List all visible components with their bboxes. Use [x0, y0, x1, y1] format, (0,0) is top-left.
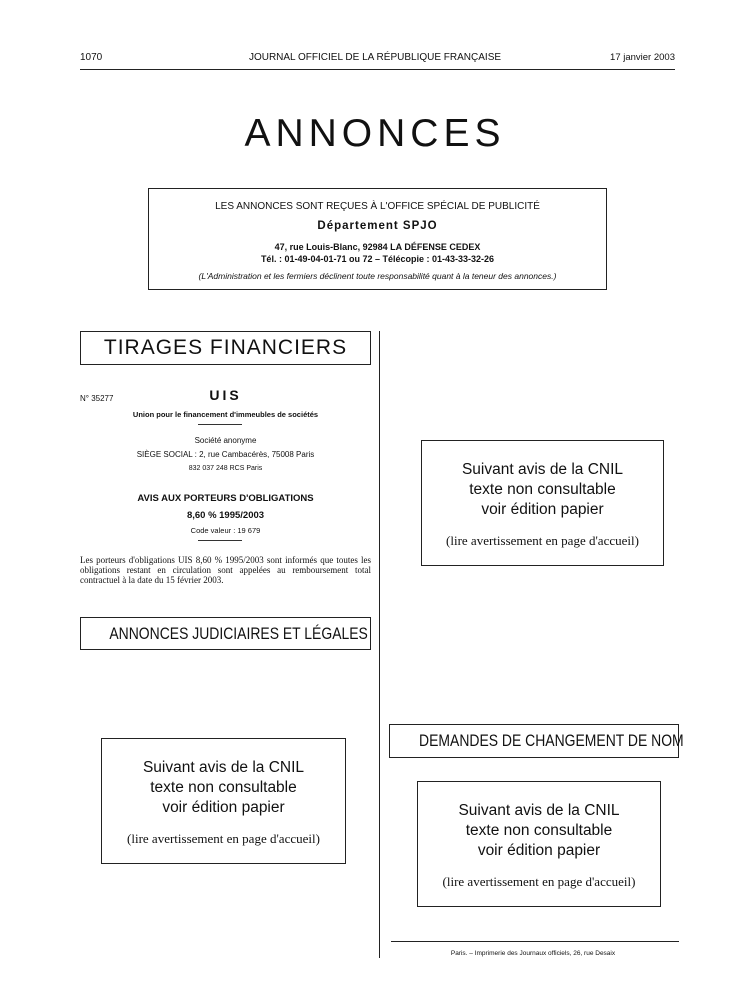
notice-department: Département SPJO [317, 220, 438, 232]
publicity-notice-box [148, 188, 607, 290]
cnil-note: (lire avertissement en page d'accueil) [127, 831, 320, 846]
notice-phone: Tél. : 01-49-04-01-71 ou 72 – Télécopie : 01-43-33-32-26 [260, 254, 495, 264]
header-rule [80, 69, 675, 70]
cnil-note: (lire avertissement en page d'accueil) [446, 533, 639, 548]
cnil-line: texte non consultable [150, 779, 297, 796]
notice-disclaimer: (L'Administration et les fermiers déclinent toute responsabilité quant à la teneur des annonces.) [198, 271, 557, 281]
cnil-notice-box [421, 440, 664, 566]
cnil-line: Suivant avis de la CNIL [142, 759, 305, 776]
announcement-number: N° 35277 [80, 394, 114, 403]
bond-rate: 8,60 % 1995/2003 [186, 510, 265, 521]
column-separator [379, 331, 380, 958]
printer-footer: Paris. – Imprimerie des Journaux officiels, 26, rue Desaix [450, 950, 616, 957]
section-tirages-financiers: TIRAGES FINANCIERS [80, 331, 371, 365]
company-rcs: 832 037 248 RCS Paris [188, 465, 263, 472]
cnil-line: voir édition papier [477, 842, 601, 859]
section-demandes-changement-nom [389, 724, 684, 758]
company-seat: SIÈGE SOCIAL : 2, rue Cambacérès, 75008 Paris [136, 450, 315, 459]
notice-intro: LES ANNONCES SONT REÇUES À L'OFFICE SPÉCIAL DE PUBLICITÉ [215, 201, 540, 212]
security-code: Code valeur : 19 679 [190, 526, 261, 535]
company-full-name: Union pour le financement d'immeubles de sociétés [132, 410, 319, 419]
notice-address: 47, rue Louis-Blanc, 92984 LA DÉFENSE CEDEX [274, 242, 481, 252]
company-form: Société anonyme [194, 436, 257, 445]
page-number: 1070 [80, 52, 103, 63]
journal-title: JOURNAL OFFICIEL DE LA RÉPUBLIQUE FRANÇAISE [248, 52, 502, 63]
divider [198, 424, 242, 425]
section-label: DEMANDES DE CHANGEMENT DE NOM [419, 731, 684, 750]
cnil-note: (lire avertissement en page d'accueil) [442, 874, 636, 889]
page-title: ANNONCES [244, 112, 506, 155]
cnil-line: texte non consultable [465, 822, 613, 839]
divider [198, 540, 242, 541]
footer-rule [391, 941, 679, 942]
section-annonces-judiciaires [80, 617, 371, 650]
cnil-notice-box [417, 781, 661, 907]
cnil-line: voir édition papier [481, 501, 604, 518]
section-label: ANNONCES JUDICIAIRES ET LÉGALES [109, 624, 368, 643]
cnil-line: voir édition papier [162, 799, 285, 816]
notice-heading: AVIS AUX PORTEURS D'OBLIGATIONS [137, 493, 314, 504]
issue-date: 17 janvier 2003 [610, 52, 675, 63]
cnil-line: Suivant avis de la CNIL [461, 461, 624, 478]
company-name: UIS [209, 387, 242, 403]
cnil-line: texte non consultable [469, 481, 616, 498]
cnil-notice-box [101, 738, 346, 864]
cnil-line: Suivant avis de la CNIL [458, 802, 620, 819]
bond-redemption-text: Les porteurs d'obligations UIS 8,60 % 1995/2003 sont informés que toutes les obligations restant en circulation sont appelées au remboursement total contractuel à la date du 15 février 2003. [80, 555, 371, 585]
